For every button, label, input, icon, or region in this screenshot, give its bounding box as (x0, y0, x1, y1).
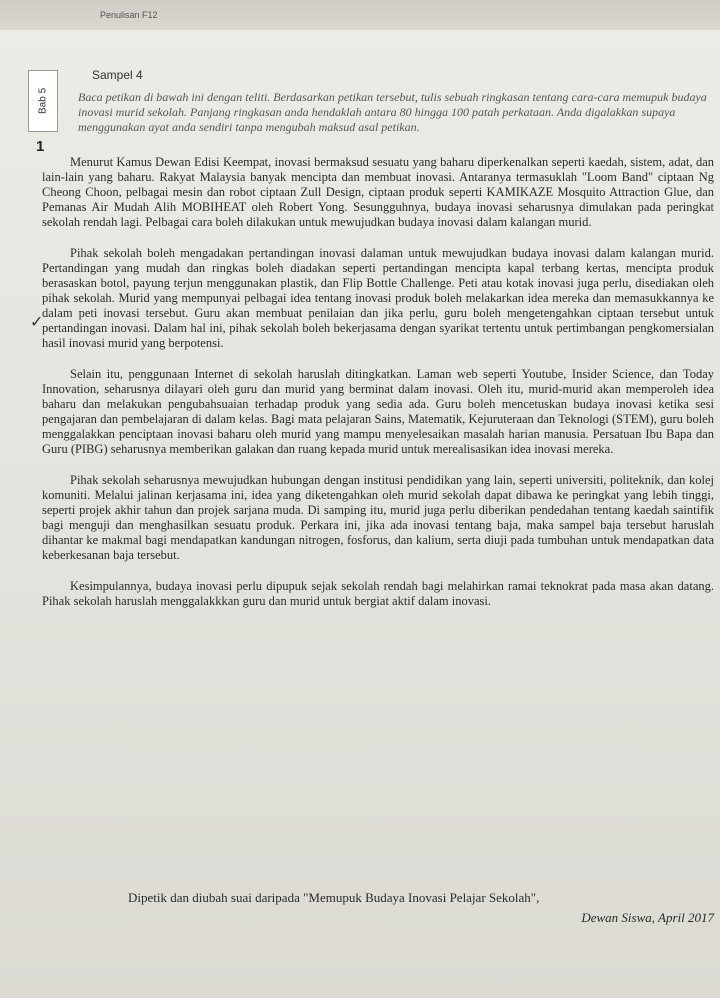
source-line-2: Dewan Siswa, April 2017 (581, 910, 714, 925)
pen-mark-icon: ✓ (30, 314, 44, 331)
paragraph-1: Menurut Kamus Dewan Edisi Keempat, inovasi bermaksud sesuatu yang baharu diperkenalkan seperti kaedah, sistem, adat, dan lain-lain yang baharu. Rakyat Malaysia banyak mencipta dan membuat inovasi. Antaranya termasuklah "Loom Band" ciptaan Ng Cheong Choon, pelbagai mesin dan robot ciptaan Zull Design, ciptaan produk seperti KAMIKAZE Mosquito Attraction Glue, dan Pemanas Air Mudah Alih MOBIHEAT oleh Robert Yong. Sesungguhnya, budaya inovasi seharusnya dimulakan pada peringkat sekolah rendah lagi. Pelbagai cara boleh dilakukan untuk mewujudkan budaya inovasi dalam kalangan murid. (42, 155, 714, 229)
source-citation (120, 888, 714, 928)
article-body (42, 155, 714, 621)
chapter-tab: Bab 5 (28, 70, 58, 132)
instruction-text: Baca petikan di bawah ini dengan teliti. Berdasarkan petikan tersebut, tulis sebuah ringkasan tentang cara-cara memupuk budaya inovasi murid sekolah. Panjang ringkasan anda hendaklah antara 80 hingga 100 patah perkataan. Anda digalakkan supaya menggunakan ayat anda sendiri tanpa mengubah maksud asal petikan. (78, 90, 707, 134)
paragraph-2: Pihak sekolah boleh mengadakan pertandingan inovasi dalaman untuk mewujudkan budaya inovasi dalam kalangan murid. Pertandingan yang mudah dan ringkas boleh diadakan seperti pertandingan mencipta kapal terbang kertas, mencipta produk berasaskan botol, payung terjun menggunakan plastik, dan Flip Bottle Challenge. Peti atau kotak inovasi juga perlu, disediakan oleh pihak sekolah. Murid yang mempunyai pelbagai idea tentang inovasi produk boleh melakarkan idea mereka dan memasukkannya ke dalam peti inovasi tersebut. Guru akan membuat penilaian dan jika perlu, guru boleh mengetengahkan ciptaan tersebut untuk pertandingan inovasi. Dalam hal ini, pihak sekolah boleh bekerjasama dengan syarikat tertentu untuk pertimbangan pengkomersialan hasil inovasi murid yang berpotensi. (42, 246, 714, 350)
source-line-1: Dipetik dan diubah suai daripada "Memupuk Budaya Inovasi Pelajar Sekolah", (128, 890, 540, 905)
paragraph-4: Pihak sekolah seharusnya mewujudkan hubungan dengan institusi pendidikan yang lain, seperti universiti, politeknik, dan kolej komuniti. Melalui jalinan kerjasama ini, idea yang diketengahkan oleh murid sekolah dapat dibawa ke peringkat yang lebih tinggi, seperti projek akhir tahun dan projek sarjana muda. Di samping itu, murid juga perlu diberikan pendedahan tentang kaedah saintifik bagi menguji dan menghasilkan sesuatu produk. Perkara ini, jika ada inovasi tentang baja, maka sampel baja tersebut haruslah dihantar ke makmal bagi mendapatkan kandungan nitrogen, fosforus, dan kalium, serta diuji pada tumbuhan untuk mendapatkan data keberkesanan baja tersebut. (42, 473, 714, 562)
page-header: Penulisan F12 (100, 10, 158, 20)
paragraph-3: Selain itu, penggunaan Internet di sekolah haruslah ditingkatkan. Laman web seperti Youtube, Insider Science, dan Today Innovation, seharusnya dilayari oleh guru dan murid yang berminat dalam inovasi. Oleh itu, murid-murid akan memperoleh idea baharu dan melakukan pengubahsuaian terhadap produk yang sedia ada. Guru boleh mencetuskan budaya inovasi ketika sesi pengajaran dan pembelajaran di dalam kelas. Bagi mata pelajaran Sains, Matematik, Kejuruteraan dan Teknologi (STEM), guru boleh menggalakkan penciptaan inovasi baharu oleh murid yang mampu menyelesaikan masalah harian manusia. Persatuan Ibu Bapa dan Guru (PIBG) seharusnya memberikan galakan dan ruang kepada murid untuk merealisasikan idea inovasi mereka. (42, 367, 714, 456)
top-margin (0, 0, 720, 30)
paragraph-5: Kesimpulannya, budaya inovasi perlu dipupuk sejak sekolah rendah bagi melahirkan ramai teknokrat pada masa akan datang. Pihak sekolah haruslah menggalakkkan guru dan murid untuk bergiat aktif dalam inovasi. (42, 579, 714, 608)
sample-label: Sampel 4 (92, 68, 143, 82)
question-number: 1 (36, 138, 45, 155)
instruction (78, 90, 714, 135)
book-page (0, 30, 720, 998)
